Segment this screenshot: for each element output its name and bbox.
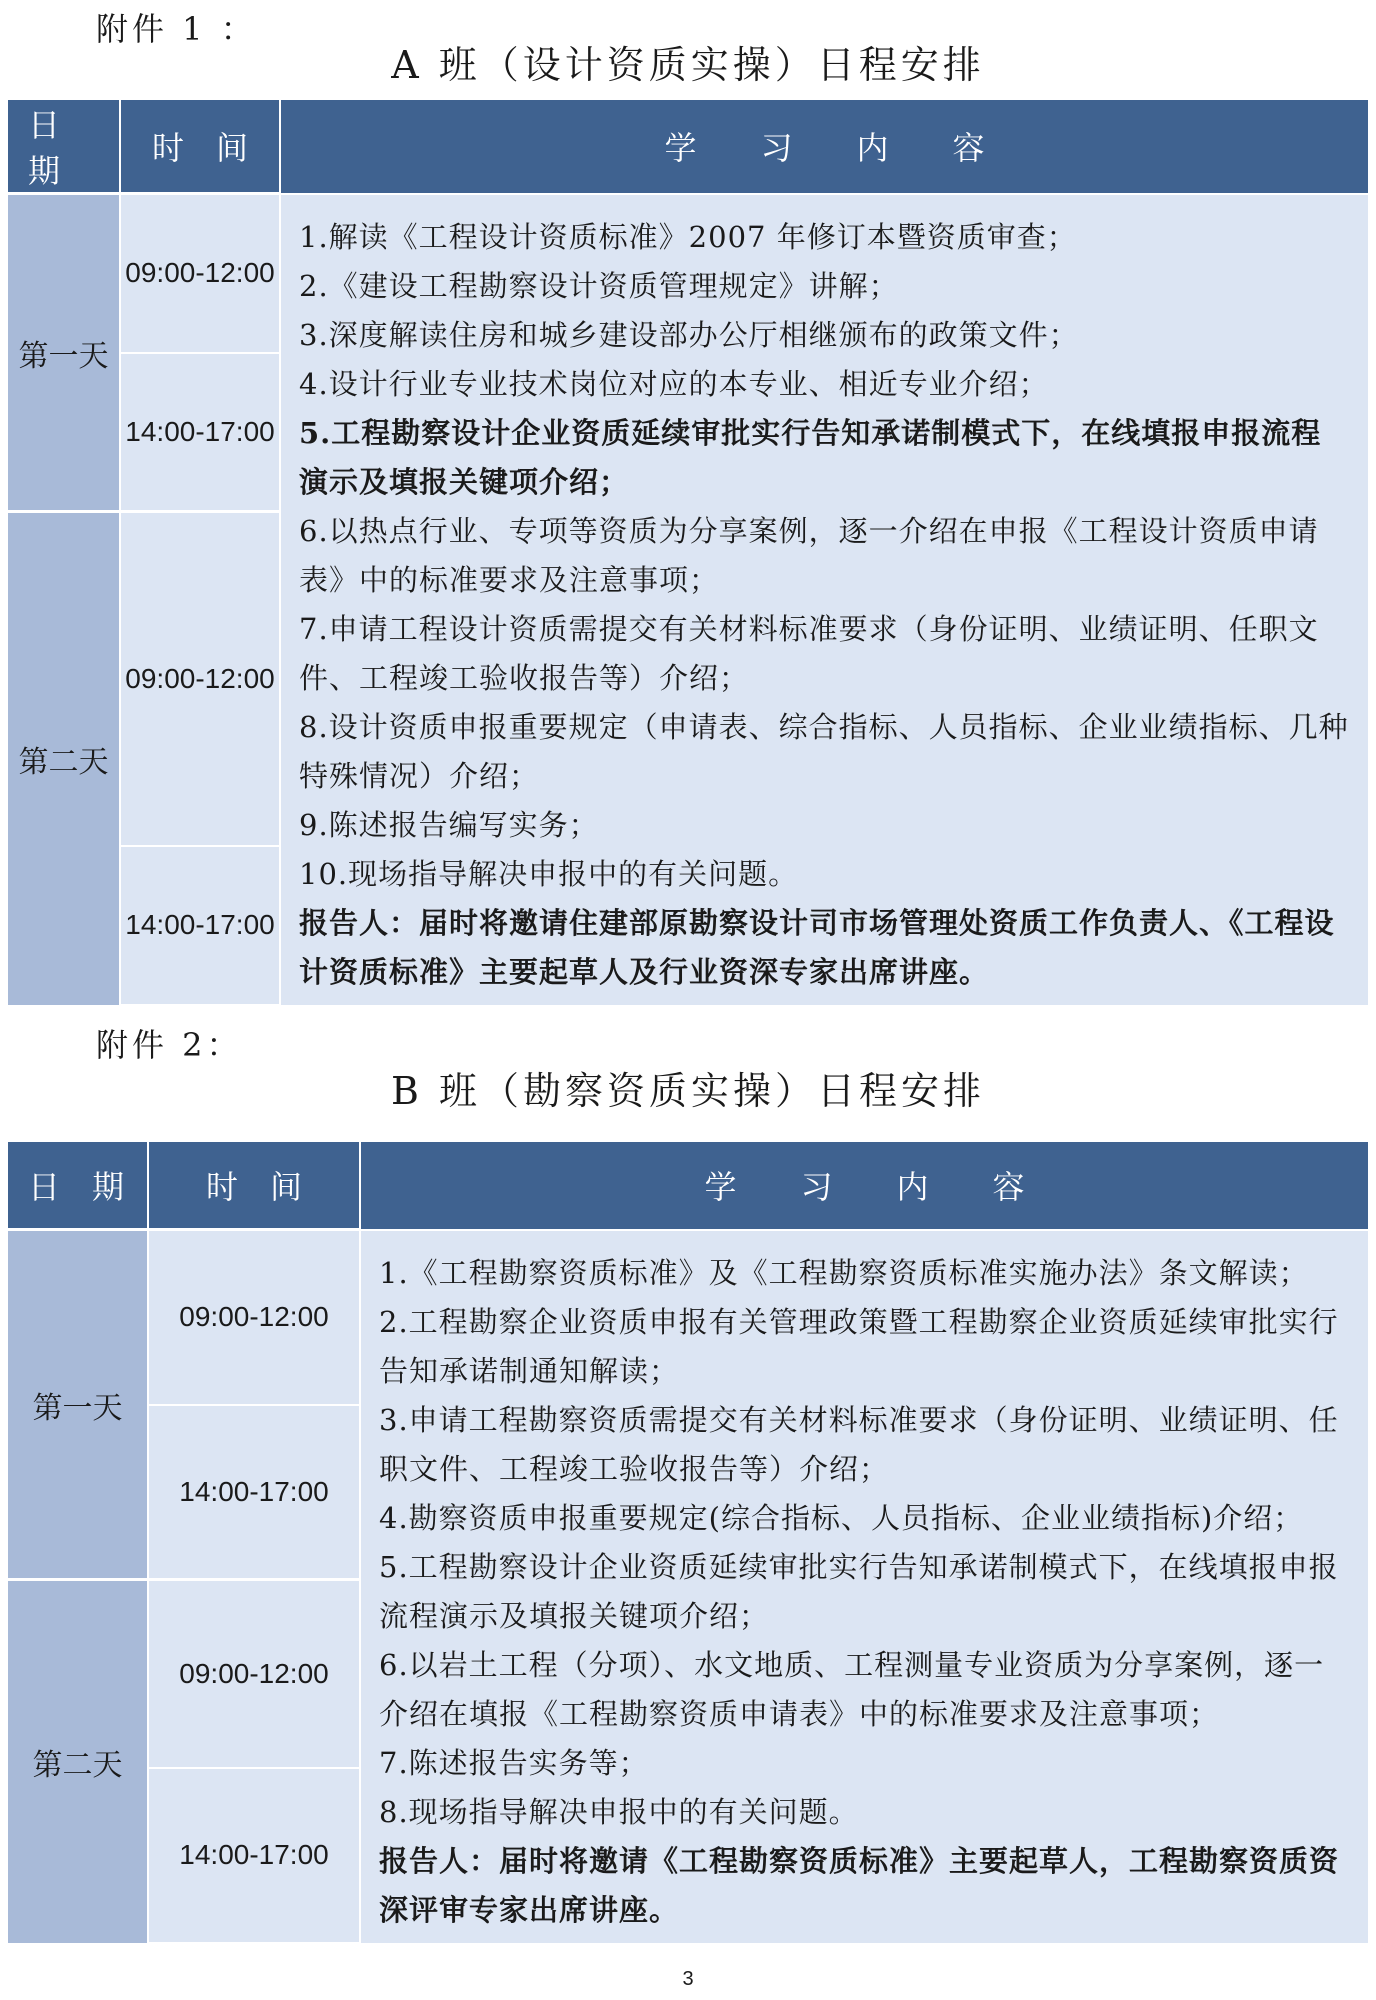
time-slot: 09:00-12:00 (120, 512, 280, 846)
content-item: 2.《建设工程勘察设计资质管理规定》讲解； (299, 268, 899, 303)
content-item: 10.现场指导解决申报中的有关问题。 (299, 856, 799, 891)
content-item: 4.设计行业专业技术岗位对应的本专业、相近专业介绍； (299, 366, 1049, 401)
content-item: 3.深度解读住房和城乡建设部办公厅相继颁布的政策文件； (299, 317, 1079, 352)
content-list-b (379, 1249, 1350, 1935)
content-item: 7.陈述报告实务等； (379, 1745, 649, 1780)
table-row (8, 194, 1368, 353)
schedule-title-a: A 班（设计资质实操）日程安排 (391, 43, 985, 87)
time-slot: 09:00-12:00 (120, 194, 280, 353)
table-row (8, 1230, 1368, 1405)
day-label-1: 第一天 (8, 1230, 148, 1580)
header-date: 日 期 (8, 100, 120, 194)
time-slot: 09:00-12:00 (148, 1580, 360, 1768)
content-item: 2.工程勘察企业资质申报有关管理政策暨工程勘察企业资质延续审批实行告知承诺制通知解读； (379, 1304, 1339, 1388)
table-header-row (8, 1142, 1368, 1230)
time-slot: 14:00-17:00 (120, 353, 280, 512)
header-date: 日 期 (8, 1142, 148, 1230)
content-item: 6.以热点行业、专项等资质为分享案例，逐一介绍在申报《工程设计资质申请表》中的标准要求及注意事项； (299, 513, 1319, 597)
content-item: 8.现场指导解决申报中的有关问题。 (379, 1794, 859, 1829)
time-slot: 14:00-17:00 (148, 1405, 360, 1580)
schedule-table-b (8, 1142, 1368, 1944)
header-content: 学 习 内 容 (360, 1142, 1368, 1230)
speaker-note: 报告人：届时将邀请《工程勘察资质标准》主要起草人，工程勘察资质资深评审专家出席讲座。 (379, 1843, 1340, 1927)
content-item: 5.工程勘察设计企业资质延续审批实行告知承诺制模式下，在线填报申报流程演示及填报关键项介绍； (379, 1549, 1339, 1633)
page-number: 3 (682, 1968, 694, 1990)
day-label-1: 第一天 (8, 194, 120, 512)
header-time: 时 间 (120, 100, 280, 194)
table-header-row (8, 100, 1368, 194)
content-item: 7.申请工程设计资质需提交有关材料标准要求（身份证明、业绩证明、任职文件、工程竣工验收报告等）介绍； (299, 611, 1319, 695)
content-list-a (299, 213, 1350, 997)
time-slot: 14:00-17:00 (148, 1768, 360, 1943)
content-item: 4.勘察资质申报重要规定(综合指标、人员指标、企业业绩指标)介绍； (379, 1500, 1304, 1535)
header-content: 学 习 内 容 (280, 100, 1368, 194)
content-item: 6.以岩土工程（分项）、水文地质、工程测量专业资质为分享案例，逐一介绍在填报《工程勘察资质申请表》中的标准要求及注意事项； (379, 1647, 1325, 1731)
day-label-2: 第二天 (8, 1580, 148, 1943)
content-item: 5.工程勘察设计企业资质延续审批实行告知承诺制模式下，在线填报申报流程演示及填报关键项介绍； (299, 415, 1322, 499)
content-cell-b (360, 1230, 1368, 1943)
content-item: 9.陈述报告编写实务； (299, 807, 599, 842)
content-item: 1.解读《工程设计资质标准》2007 年修订本暨资质审查； (299, 219, 1077, 254)
header-time: 时 间 (148, 1142, 360, 1230)
content-item: 3.申请工程勘察资质需提交有关材料标准要求（身份证明、业绩证明、任职文件、工程竣工验收报告等）介绍； (379, 1402, 1339, 1486)
schedule-table-a (8, 100, 1368, 1006)
content-item: 8.设计资质申报重要规定（申请表、综合指标、人员指标、企业业绩指标、几种特殊情况）介绍； (299, 709, 1349, 793)
annex-label-b: 附件 2： (96, 1026, 243, 1064)
content-item: 1.《工程勘察资质标准》及《工程勘察资质标准实施办法》条文解读； (379, 1255, 1309, 1290)
speaker-note: 报告人：届时将邀请住建部原勘察设计司市场管理处资质工作负责人、《工程设计资质标准》主要起草人及行业资深专家出席讲座。 (299, 905, 1335, 989)
time-slot: 09:00-12:00 (148, 1230, 360, 1405)
content-cell-a (280, 194, 1368, 1005)
annex-label-a: 附件 1 ： (96, 10, 257, 48)
schedule-title-b: B 班（勘察资质实操）日程安排 (390, 1069, 985, 1113)
time-slot: 14:00-17:00 (120, 846, 280, 1005)
day-label-2: 第二天 (8, 512, 120, 1005)
